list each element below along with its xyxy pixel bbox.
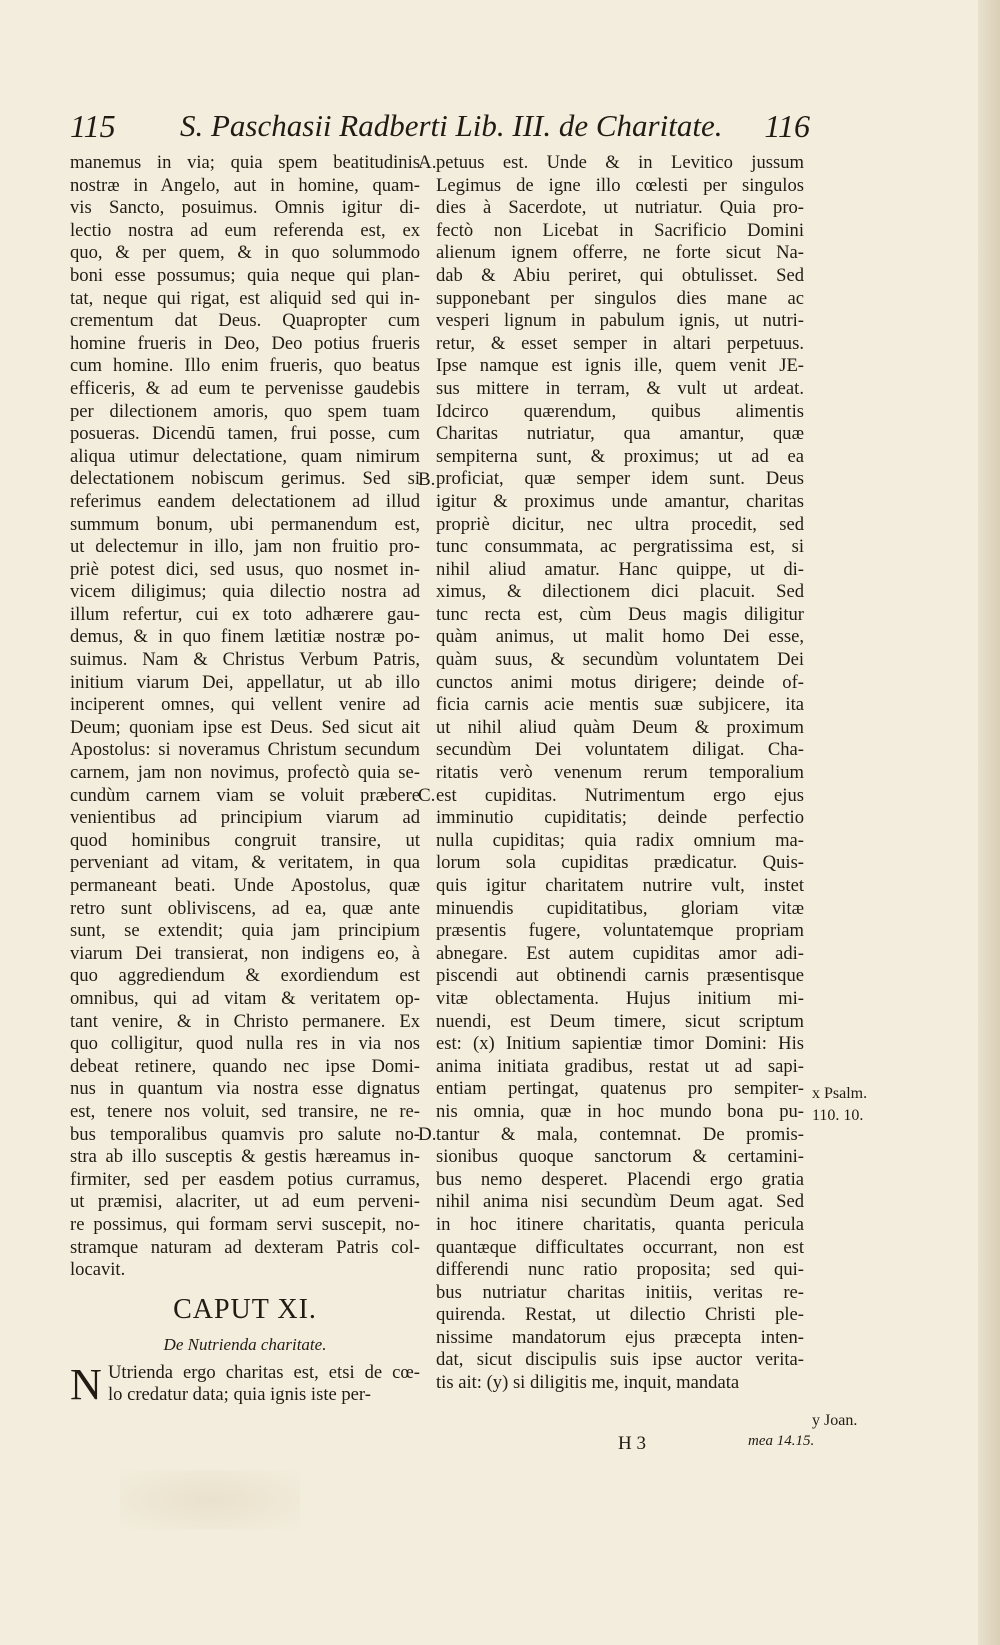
text-line: manemus in via; quia spem beatitudinis: [70, 152, 420, 173]
text-line: præsentis fugere, voluntatemque propriam: [436, 920, 804, 942]
text-line: permaneant beati. Unde Apostolus, quæ: [70, 875, 420, 896]
text-line: fectò non Licebat in Sacrificio Domini: [436, 219, 804, 241]
signature-mark: H 3: [618, 1433, 646, 1454]
page-number-left: 115: [70, 108, 116, 144]
chapter-opening: [70, 1359, 420, 1409]
section-marker-b: B.: [418, 469, 436, 490]
text-line: venientibus ad principium viarum ad: [70, 807, 420, 829]
text-line: bus nutriatur charitas initiis, veritas re-: [436, 1281, 804, 1303]
text-line: demus, & in quo finem lætitiæ nostræ po-: [70, 626, 420, 648]
chapter-heading: CAPUT XI.: [173, 1293, 317, 1325]
text-line: vicem diligimus; quia dilectio nostra ad: [70, 581, 420, 603]
text-line: igitur & proximus unde amantur, charitas: [436, 490, 804, 512]
text-line: entiam pertingat, quatenus pro sempiter-: [436, 1078, 804, 1100]
text-line: petuus est. Unde & in Levitico jussum: [436, 152, 804, 173]
text-line: delectationem nobiscum gerimus. Sed si: [70, 468, 420, 490]
text-line: efficeris, & ad eum te pervenisse gaudebis: [70, 377, 420, 399]
text-line: dies à Sacerdote, ut nutriatur. Quia pro-: [436, 197, 804, 219]
text-line: ritatis verò venenum rerum temporalium: [436, 762, 804, 784]
text-line: proficiat, quæ semper idem sunt. Deus: [436, 468, 804, 490]
text-line: tis ait: (y) si diligitis me, inquit, mandata: [436, 1372, 740, 1394]
text-line: Deum; quoniam ipse est Deus. Sed sicut ait: [70, 716, 420, 738]
text-line: nus in quantum via nostra esse dignatus: [70, 1078, 420, 1100]
running-title: S. Paschasii Radberti Lib. III. de Charitate.: [180, 108, 723, 143]
text-line: nihil anima nisi secundùm Deum agat. Sed: [436, 1191, 804, 1213]
text-line: in hoc itinere charitatis, quanta pericula: [436, 1213, 804, 1235]
section-marker-a: A.: [418, 152, 437, 173]
right-column: [436, 152, 804, 1395]
paper-stain: [120, 1470, 300, 1530]
text-line: tunc recta est, cùm Deus magis diligitur: [436, 603, 804, 625]
text-line: nuendi, est Deum timere, sicut scriptum: [436, 1010, 804, 1032]
text-line: supponebant per singulos dies mane ac: [436, 287, 804, 309]
text-line: est cupiditas. Nutrimentum ergo ejus: [436, 784, 804, 806]
text-line: differendi nunc ratio proposita; sed qui-: [436, 1259, 804, 1281]
text-line: bus nemo desperet. Placendi ergo gratia: [436, 1168, 804, 1190]
text-line: est: (x) Initium sapientiæ timor Domini: His: [436, 1033, 804, 1055]
text-line: nis omnia, quæ in hoc mundo bona pu-: [436, 1100, 804, 1122]
text-line: secundùm Dei voluntatem diligat. Cha-: [436, 739, 804, 761]
text-line: vis Sancto, posuimus. Omnis igitur di-: [70, 197, 420, 219]
text-line: ut nihil aliud quàm Deum & proximum: [436, 716, 804, 738]
text-line: locavit.: [70, 1259, 126, 1281]
text-line: suimus. Nam & Christus Verbum Patris,: [70, 649, 420, 671]
text-line: crementum dat Deus. Quapropter cum: [70, 310, 420, 332]
text-line: dat, sicut discipulis suis ipse auctor verita-: [436, 1349, 804, 1371]
text-line: quis igitur charitatem nutrire vult, instet: [436, 875, 804, 896]
text-line: ut delectemur in illo, jam non fruitio pro-: [70, 536, 420, 558]
text-line: aliqua utimur delectatione, quam nimirum: [70, 445, 420, 467]
text-line: inciperent omnes, qui vellent venire ad: [70, 694, 420, 716]
text-line: anima initiata gradibus, restat ut ad sapi-: [436, 1055, 804, 1077]
text-line: tunc consummata, ac pergratissima est, si: [436, 536, 804, 558]
text-line: vesperi lignum in pabulum ignis, ut nutri-: [436, 310, 804, 332]
section-marker-c: C.: [418, 785, 436, 806]
drop-cap: N: [70, 1359, 102, 1409]
page-edge: [978, 0, 1000, 1645]
text-line: quo, & per quem, & in quo solummodo: [70, 242, 420, 264]
text-line: re possimus, qui formam servi suscepit, no-: [70, 1213, 420, 1235]
text-line: Utrienda ergo charitas est, etsi de cœ-: [108, 1361, 420, 1383]
text-line: tant venire, & in Christo permanere. Ex: [70, 1010, 420, 1032]
text-line: sus mittere in terram, & vult ut ardeat.: [436, 377, 804, 399]
text-line: bus temporalibus quamvis pro salute no-: [70, 1123, 420, 1145]
text-line: alienum ignem offerre, ne forte sicut Na-: [436, 242, 804, 264]
text-line: ximus, & dilectionem dici placuit. Sed: [436, 581, 804, 603]
text-line: quod hominibus congruit transire, ut: [70, 829, 420, 851]
text-line: sionibus quoque sanctorum & certamini-: [436, 1146, 804, 1168]
text-line: perveniant ad vitam, & veritatem, in qua: [70, 852, 420, 874]
margin-note-psalm: x Psalm.: [812, 1085, 868, 1102]
text-line: quirenda. Restat, ut dilectio Christi ple-: [436, 1304, 804, 1326]
margin-note-psalm-verse: 110. 10.: [812, 1107, 864, 1124]
text-line: initium viarum Dei, appellatur, ut ab illo: [70, 671, 420, 693]
text-line: retur, & esset semper in altari perpetuus.: [436, 332, 804, 354]
text-line: tantur & mala, contemnat. De promis-: [436, 1123, 804, 1145]
text-line: posueras. Dicendū tamen, frui posse, cum: [70, 423, 420, 445]
text-line: est, tenere nos voluit, sed transire, ne re-: [70, 1100, 420, 1122]
text-line: boni esse possumus; quia neque qui plan-: [70, 264, 420, 286]
text-line: referimus eandem delectationem ad illud: [70, 490, 420, 512]
text-line: vitæ oblectamenta. Hujus initium mi-: [436, 987, 804, 1009]
text-line: nissime mandatorum ejus præcepta inten-: [436, 1326, 804, 1348]
text-line: omnibus, qui ad vitam & veritatem op-: [70, 987, 420, 1009]
text-line: summum bonum, ubi permanendum est,: [70, 513, 420, 535]
text-line: per dilectionem amoris, quo spem tuam: [70, 400, 420, 422]
text-line: Idcirco quærendum, quibus alimentis: [436, 400, 804, 422]
text-line: abnegare. Est autem cupiditas amor adi-: [436, 942, 804, 964]
text-line: homine frueris in Deo, Deo potius frueris: [70, 332, 420, 354]
text-line: tat, neque qui rigat, est aliquid sed qui in-: [70, 287, 420, 309]
text-line: nulla cupiditas; quia radix omnium ma-: [436, 829, 804, 851]
text-line: minuendis cupiditatibus, gloriam vitæ: [436, 897, 804, 919]
text-line: ficia carnis acie mentis suæ subjicere, ita: [436, 694, 804, 716]
text-line: dab & Abiu periret, qui obtulisset. Sed: [436, 264, 804, 286]
text-line: piscendi aut obtinendi carnis præsentisque: [436, 965, 804, 987]
text-line: propriè dicitur, nec ultra procedit, sed: [436, 513, 804, 535]
text-line: lo credatur data; quia ignis iste per-: [108, 1384, 371, 1406]
text-line: nihil aliud amatur. Hanc quippe, ut di-: [436, 558, 804, 580]
text-line: debeat retinere, quando nec ipse Domi-: [70, 1055, 420, 1077]
left-column: [70, 152, 420, 1407]
text-line: carnem, jam non novimus, profectò quia se-: [70, 762, 420, 784]
text-line: priè potest dici, sed usus, quo nosmet in-: [70, 558, 420, 580]
text-line: quo aggrediendum & exordiendum est: [70, 965, 420, 987]
text-line: viarum Dei transierat, non indigens eo, à: [70, 942, 420, 964]
text-line: ut præmisi, alacriter, ut ad eum perveni-: [70, 1191, 420, 1213]
text-line: quo colligitur, quod nulla res in via nos: [70, 1033, 420, 1055]
text-line: Apostolus: si noveramus Christum secundum: [70, 739, 420, 761]
page-header: [70, 108, 810, 152]
text-line: stramque naturam ad dexteram Patris col-: [70, 1236, 420, 1258]
text-line: sunt, se extendit; quia jam principium: [70, 920, 420, 942]
text-line: cunctos animi motus dirigere; deinde of-: [436, 671, 804, 693]
margin-note-john: y Joan.: [812, 1412, 858, 1429]
text-line: sempiterna sunt, & proximus; ut ad ea: [436, 445, 804, 467]
catchword: mea 14.15.: [748, 1433, 815, 1449]
text-line: lorum sola cupiditas prædicatur. Quis-: [436, 852, 804, 874]
text-line: lectio nostra ad eum referenda est, ex: [70, 219, 420, 241]
text-line: cum homine. Illo enim frueris, quo beatus: [70, 355, 420, 377]
text-line: Ipse namque est ignis ille, quem venit JE-: [436, 355, 804, 377]
section-marker-d: D.: [418, 1124, 437, 1145]
page-number-right: 116: [764, 108, 810, 144]
text-line: nostræ in Angelo, aut in homine, quam-: [70, 174, 420, 196]
text-line: retro sunt obliviscens, ad ea, quæ ante: [70, 897, 420, 919]
text-line: cundùm carnem viam se voluit præbere: [70, 784, 420, 806]
text-line: Legimus de igne illo cœlesti per singulos: [436, 174, 804, 196]
text-line: Charitas nutriatur, qua amantur, quæ: [436, 423, 804, 445]
text-line: quantæque difficultates occurrant, non est: [436, 1236, 804, 1258]
text-line: quàm animus, ut malit homo Dei esse,: [436, 626, 804, 648]
text-line: imminutio cupiditatis; deinde perfectio: [436, 807, 804, 829]
text-line: quàm suus, & secundùm voluntatem Dei: [436, 649, 804, 671]
text-line: illum refertur, cui ex toto adhærere gau-: [70, 603, 420, 625]
chapter-subtitle: De Nutrienda charitate.: [163, 1334, 327, 1354]
text-line: stra ab illo susceptis & gestis hæreamus in-: [70, 1146, 420, 1168]
text-line: firmiter, sed per easdem potius curramus,: [70, 1168, 420, 1190]
